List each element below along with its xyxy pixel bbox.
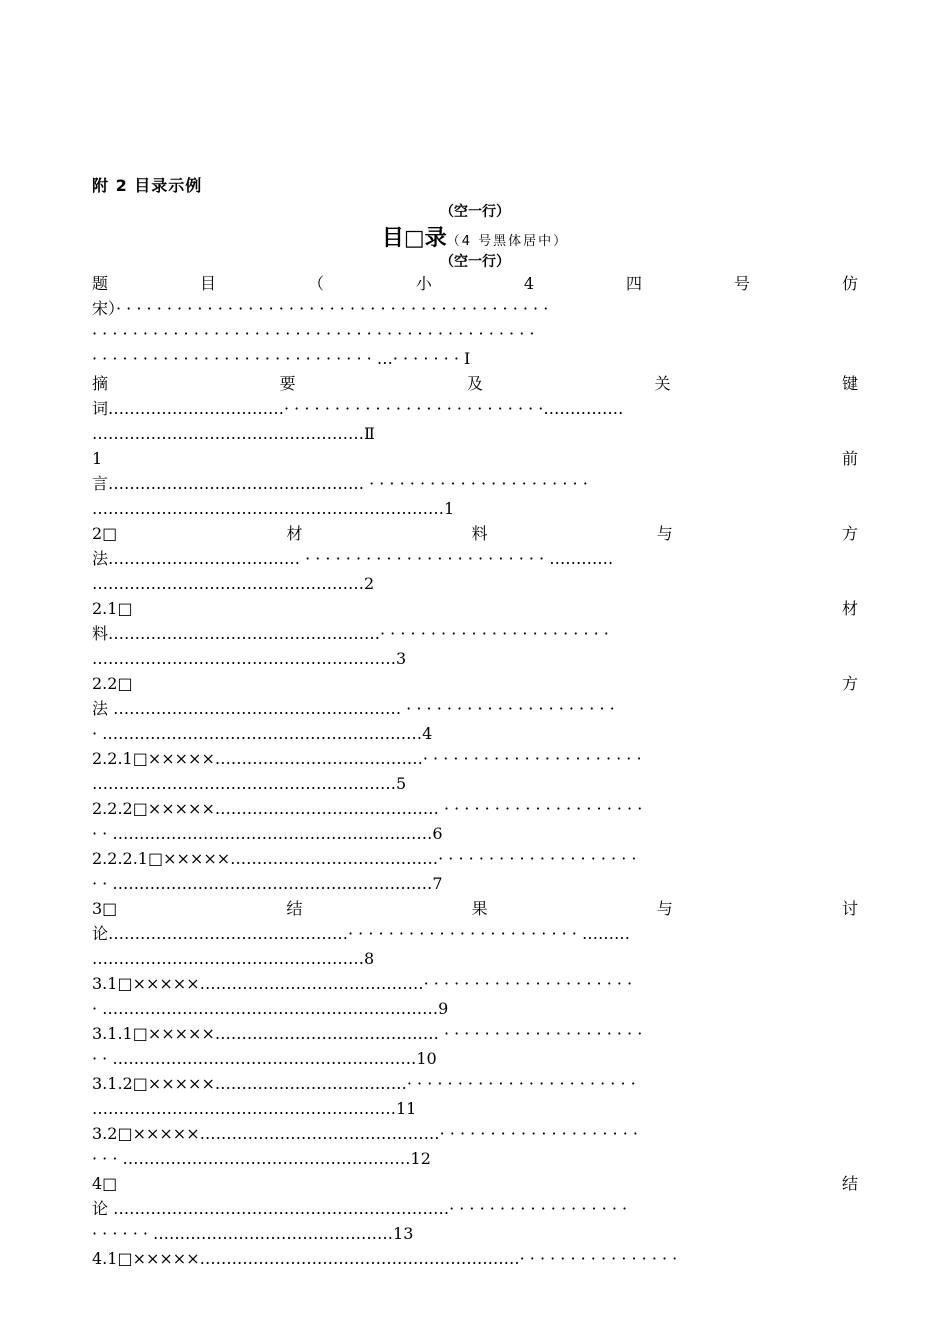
toc-entry-line: 1 前 <box>92 449 858 468</box>
toc-entry-line: 摘 要 及 关 键 <box>92 374 858 393</box>
table-of-contents <box>92 271 858 1271</box>
toc-entry-line: ……………………………………………Ⅱ <box>92 424 375 443</box>
toc-entry-line: 词……………………………· · · · · · · · · · · · · · · · · · · · · · · · · ·…………… <box>92 399 624 418</box>
toc-entry-line: 论 ………………………………………………………· · · · · · · · · · · · · · · · · · <box>92 1199 628 1218</box>
toc-entry-line: 法……………………………… · · · · · · · · · · · · · · · · · · · · · · · · ………… <box>92 549 614 568</box>
toc-entry <box>92 1246 858 1271</box>
toc-entry <box>92 1171 858 1246</box>
toc-entry <box>92 671 858 746</box>
toc-entry-line: · · …………………………………………………10 <box>92 1049 437 1068</box>
toc-entry-line: 法 ……………………………………………… · · · · · · · · · · · · · · · · · · · · · <box>92 699 615 718</box>
toc-entry-line: · · · · · · · · · · · · · · · · · · · · · · · · · · · · …· · · · · · · Ⅰ <box>92 349 471 368</box>
toc-entry <box>92 271 858 371</box>
toc-entry <box>92 971 858 1021</box>
toc-entry-line: 3.1.2□×××××………………………………· · · · · · · · · · · · · · · · · · · · · · · <box>92 1074 636 1093</box>
toc-entry <box>92 446 858 521</box>
toc-entry-line: …………………………………………………5 <box>92 774 407 793</box>
toc-entry-line: …………………………………………………11 <box>92 1099 417 1118</box>
toc-entry-line: · · ……………………………………………………7 <box>92 874 443 893</box>
toc-title <box>0 221 950 252</box>
toc-entry <box>92 371 858 446</box>
toc-entry-line: 论………………………………………· · · · · · · · · · · · · · · · · · · · · · · ……… <box>92 924 630 943</box>
toc-entry-line: 2.2.2.1□×××××…………………………………· · · · · · · · · · · · · · · · · · · · <box>92 849 637 868</box>
toc-entry-line: · · · ………………………………………………12 <box>92 1149 431 1168</box>
blank-line-note-1: （空一行） <box>440 204 510 220</box>
toc-entry-line: · ………………………………………………………9 <box>92 999 449 1018</box>
toc-entry-line: …………………………………………………3 <box>92 649 407 668</box>
toc-entry-line: · · ……………………………………………………6 <box>92 824 443 843</box>
toc-entry-line: 3.1□×××××……………………………………· · · · · · · · · · · · · · · · · · · · · <box>92 974 633 993</box>
toc-entry <box>92 596 858 671</box>
appendix-heading: 附 2 目录示例 <box>92 176 203 195</box>
toc-title-format-note: （4 号黑体居中） <box>446 234 569 249</box>
blank-line-note-2: （空一行） <box>440 254 510 270</box>
toc-entry <box>92 796 858 846</box>
toc-title-text: 目□录 <box>381 226 447 251</box>
toc-entry <box>92 746 858 796</box>
toc-entry-line: 宋）· · · · · · · · · · · · · · · · · · · · · · · · · · · · · · · · · · · · · · · · · · · <box>92 299 549 318</box>
toc-entry-line: · ……………………………………………………4 <box>92 724 433 743</box>
toc-entry <box>92 521 858 596</box>
toc-entry-line: ……………………………………………2 <box>92 574 375 593</box>
toc-entry-line: 2□ 材 料 与 方 <box>92 524 858 543</box>
toc-entry-line: 2.2.2□×××××…………………………………… · · · · · · · · · · · · · · · · · · · · <box>92 799 643 818</box>
toc-entry-line: 言………………………………………… · · · · · · · · · · · · · · · · · · · · · · <box>92 474 588 493</box>
toc-entry-line: 4.1□×××××……………………………………………………· · · · · · · · · · · · · · · · <box>92 1249 678 1268</box>
toc-entry <box>92 1071 858 1121</box>
toc-entry-line: 2.2□ 方 <box>92 674 858 693</box>
toc-entry <box>92 1121 858 1171</box>
toc-entry-line: …………………………………………………………1 <box>92 499 455 518</box>
toc-entry-line: 3.2□×××××………………………………………· · · · · · · · · · · · · · · · · · · · <box>92 1124 638 1143</box>
toc-entry-line: 3.1.1□×××××…………………………………… · · · · · · · · · · · · · · · · · · · · <box>92 1024 643 1043</box>
toc-entry-line: 4□ 结 <box>92 1174 858 1193</box>
toc-entry-line: ……………………………………………8 <box>92 949 375 968</box>
toc-entry-line: 2.2.1□×××××…………………………………· · · · · · · · · · · · · · · · · · · · · · <box>92 749 642 768</box>
toc-entry-line: · · · · · · · · · · · · · · · · · · · · · · · · · · · · · · · · · · · · · · · · · · · · <box>92 324 535 343</box>
toc-entry <box>92 1021 858 1071</box>
toc-entry-line: 料……………………………………………· · · · · · · · · · · · · · · · · · · · · · · <box>92 624 609 643</box>
toc-entry-line: · · · · · · ………………………………………13 <box>92 1224 414 1243</box>
toc-entry-line: 2.1□ 材 <box>92 599 858 618</box>
toc-entry <box>92 846 858 896</box>
toc-entry-line: 3□ 结 果 与 讨 <box>92 899 858 918</box>
toc-entry-line: 题 目 （ 小 4 四 号 仿 <box>92 274 858 293</box>
toc-entry <box>92 896 858 971</box>
